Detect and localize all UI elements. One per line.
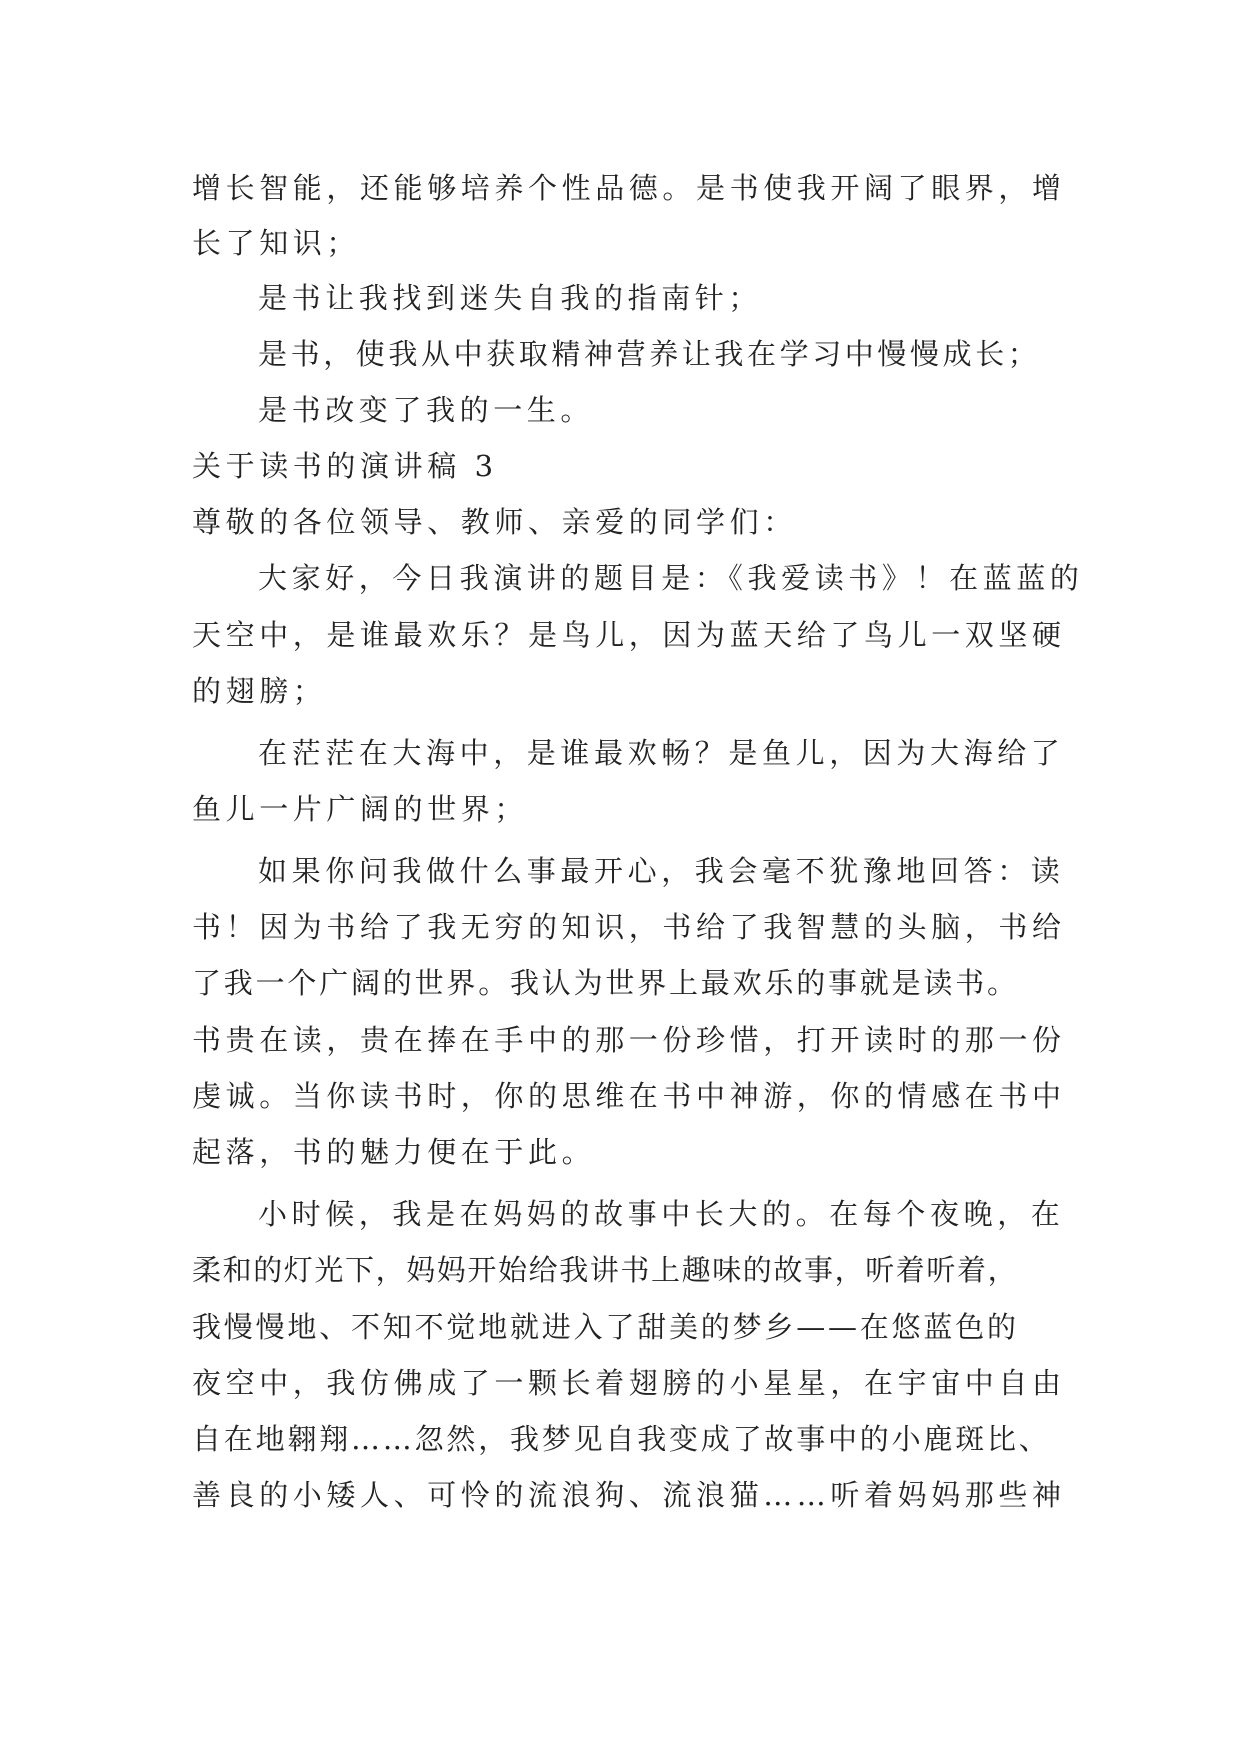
text-line: 如果你问我做什么事最开心，我会毫不犹豫地回答：读 — [258, 854, 1065, 888]
text-line: 鱼儿一片广阔的世界； — [192, 792, 529, 826]
text-line: 长了知识； — [192, 226, 361, 260]
text-line: 虔诚。当你读书时，你的思维在书中神游，你的情感在书中 — [192, 1079, 1066, 1113]
text-line: 柔和的灯光下，妈妈开始给我讲书上趣味的故事，听着听着， — [192, 1253, 1019, 1287]
text-line: 小时候，我是在妈妈的故事中长大的。在每个夜晚，在 — [258, 1197, 1065, 1231]
text-line: 增长智能，还能够培养个性品德。是书使我开阔了眼界，增 — [192, 171, 1066, 205]
text-line: 是书让我找到迷失自我的指南针； — [258, 281, 763, 315]
text-line: 自在地翱翔……忽然，我梦见自我变成了故事中的小鹿斑比、 — [192, 1422, 1051, 1456]
text-line: 的翅膀； — [192, 674, 327, 708]
text-line: 在茫茫在大海中，是谁最欢畅？是鱼儿，因为大海给了 — [258, 736, 1065, 770]
text-line: 夜空中，我仿佛成了一颗长着翅膀的小星星，在宇宙中自由 — [192, 1366, 1066, 1400]
text-line: 是书改变了我的一生。 — [258, 393, 595, 427]
text-line: 天空中，是谁最欢乐？是鸟儿，因为蓝天给了鸟儿一双坚硬 — [192, 618, 1066, 652]
salutation: 尊敬的各位领导、教师、亲爱的同学们： — [192, 505, 797, 539]
text-line: 我慢慢地、不知不觉地就进入了甜美的梦乡——在悠蓝色的 — [192, 1310, 1019, 1344]
text-line: 起落，书的魅力便在于此。 — [192, 1135, 596, 1169]
text-line: 大家好，今日我演讲的题目是：《我爱读书》！在蓝蓝的 — [258, 561, 1084, 595]
text-line: 书！因为书给了我无穷的知识，书给了我智慧的头脑，书给 — [192, 910, 1066, 944]
text-line: 善良的小矮人、可怜的流浪狗、流浪猫……听着妈妈那些神 — [192, 1478, 1066, 1512]
text-line: 书贵在读，贵在捧在手中的那一份珍惜，打开读时的那一份 — [192, 1023, 1066, 1057]
text-line: 是书，使我从中获取精神营养让我在学习中慢慢成长； — [258, 337, 1041, 371]
section-heading: 关于读书的演讲稿 3 — [192, 449, 498, 483]
text-line: 了我一个广阔的世界。我认为世界上最欢乐的事就是读书。 — [192, 966, 1019, 1000]
